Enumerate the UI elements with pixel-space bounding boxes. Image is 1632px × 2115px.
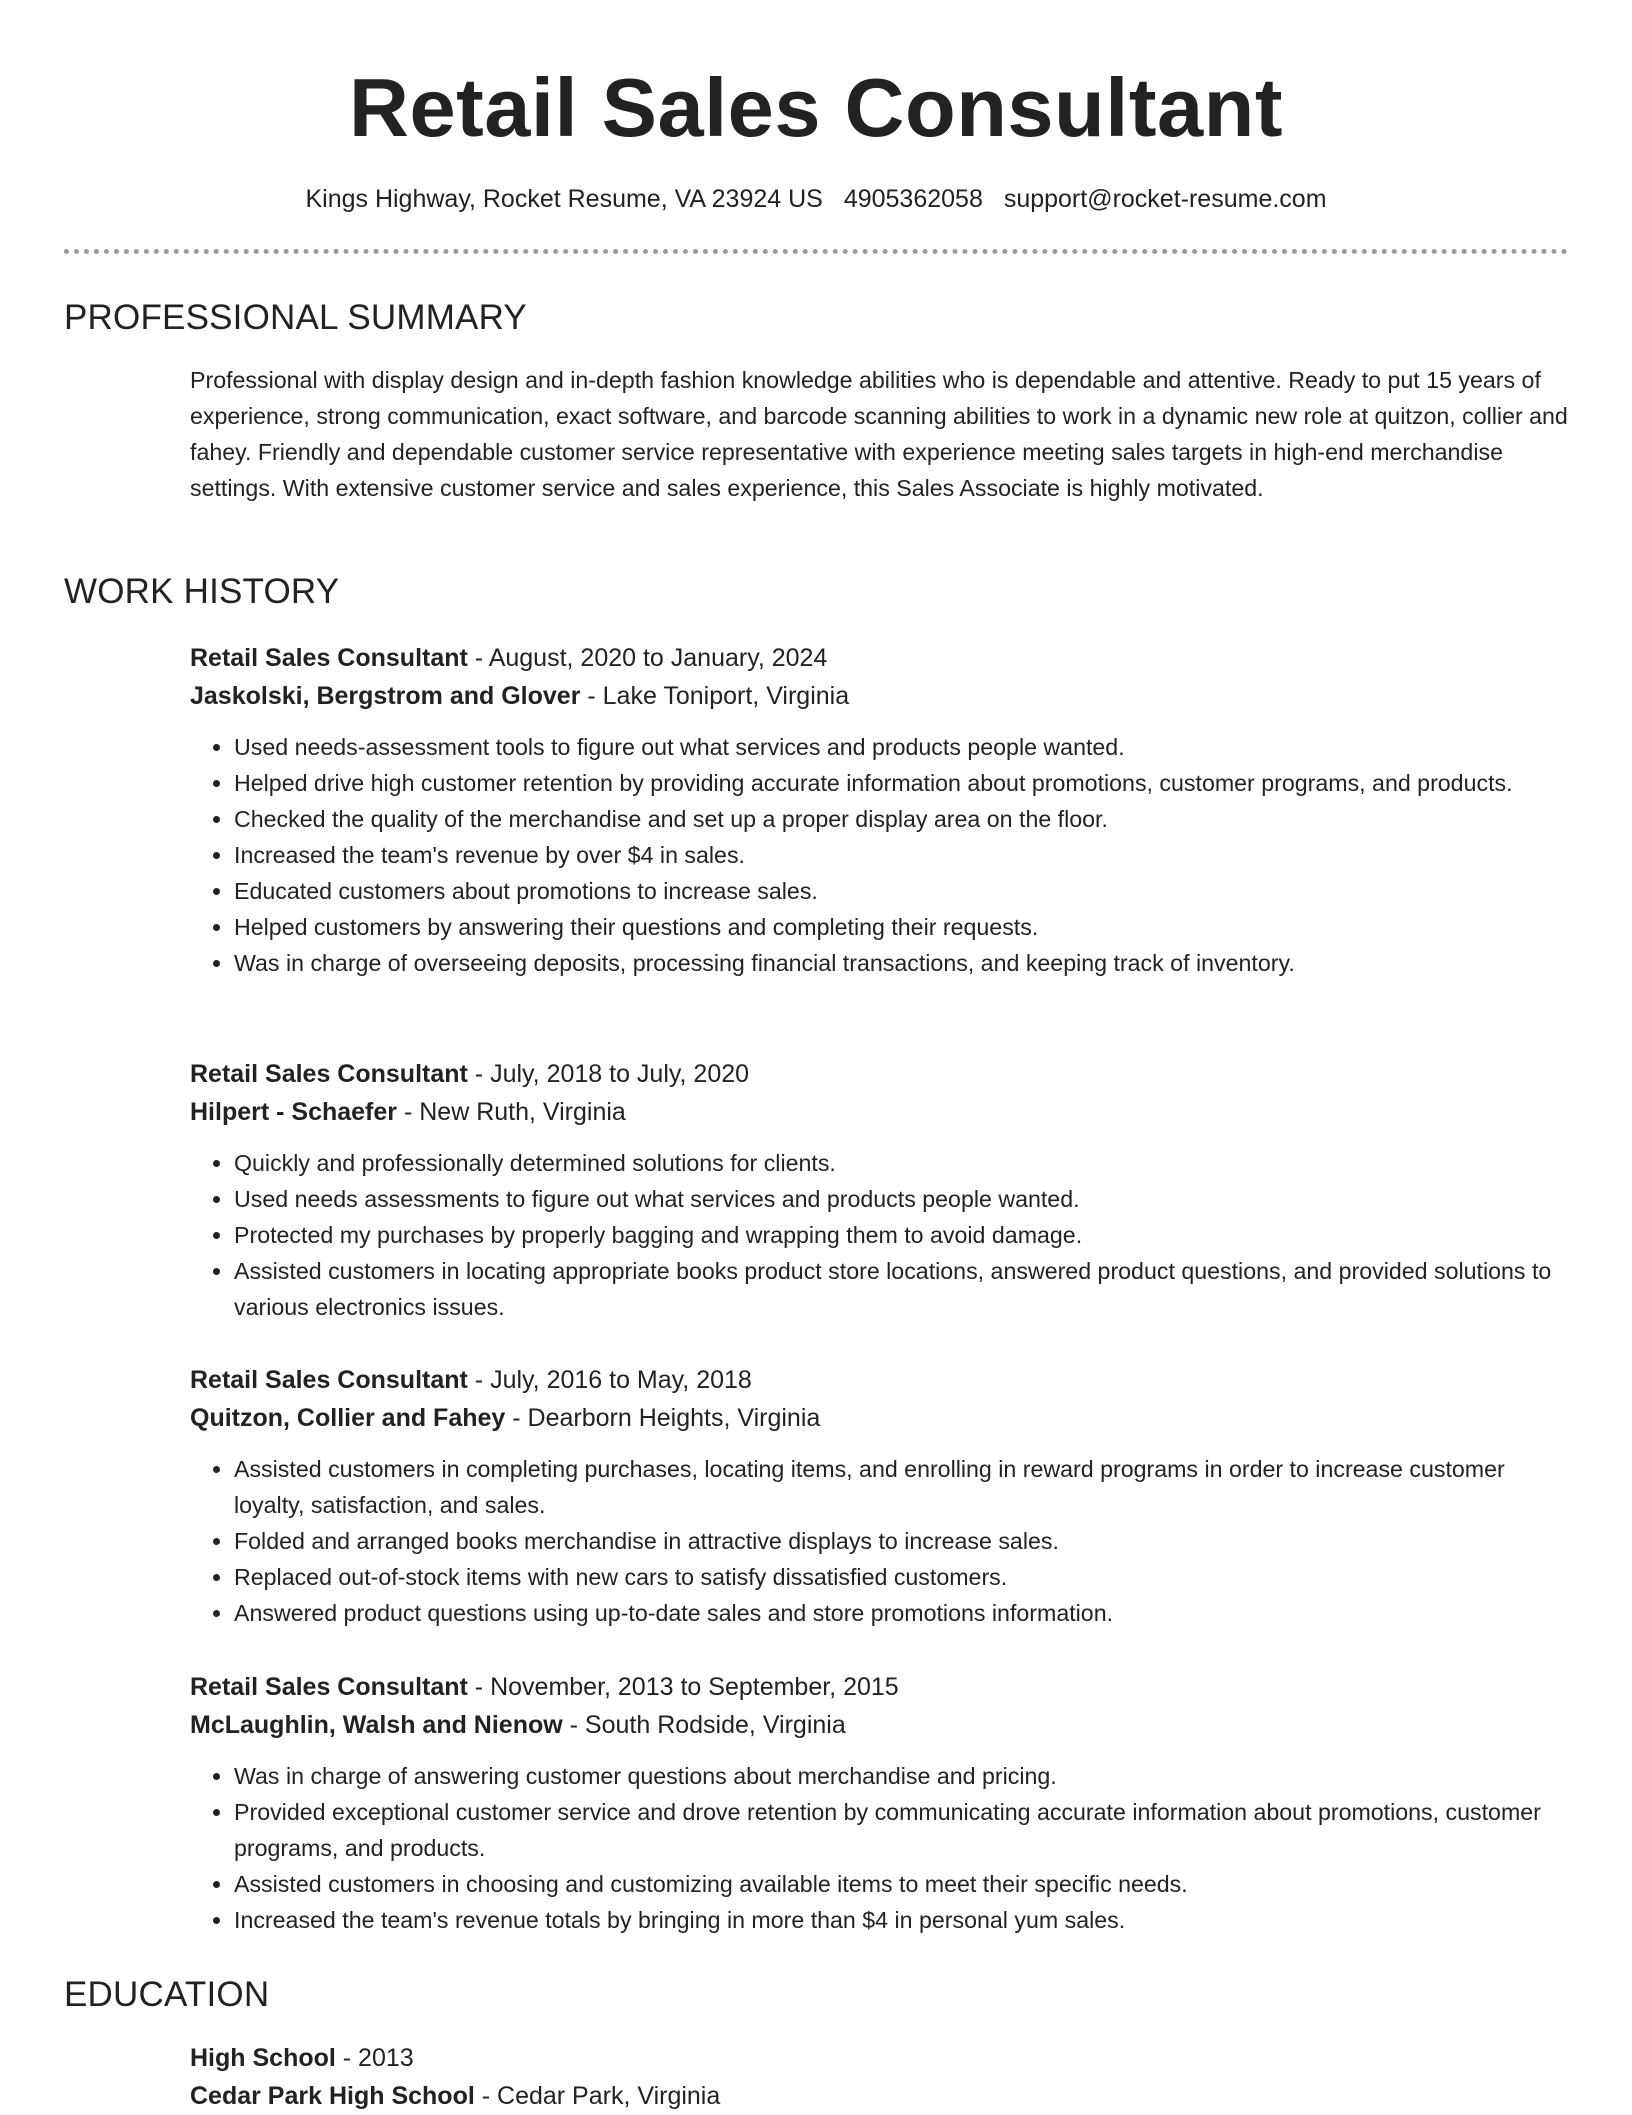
list-item: • Was in charge of answering customer questions about merchandise and pricing. bbox=[234, 1758, 1570, 1794]
job-bullets bbox=[190, 729, 1570, 981]
summary-section bbox=[190, 362, 1570, 506]
summary-text: Professional with display design and in-depth fashion knowledge abilities who is dependable and attentive. Ready to put 15 years of experience, strong communication, exact software, and barcode scanning abilities to work in a dynamic new role at quitzon, collier and fahey. Friendly and dependable customer service representative with experience meeting sales targets in high-end merchandise settings. With extensive customer service and sales experience, this Sales Associate is highly motivated. bbox=[190, 367, 1568, 501]
job-entry-3 bbox=[190, 1361, 1570, 1631]
education-entry bbox=[190, 2039, 1570, 2115]
list-item: • Used needs assessments to figure out what services and products people wanted. bbox=[234, 1181, 1570, 1217]
job-title-line bbox=[190, 639, 1570, 677]
school-location: - Cedar Park, Virginia bbox=[474, 2082, 721, 2110]
list-item: • Assisted customers in locating appropriate books product store locations, answered product questions, and provided solutions to various electronics issues. bbox=[234, 1253, 1570, 1325]
job-company: Quitzon, Collier and Fahey bbox=[190, 1404, 506, 1432]
contact-address: Kings Highway, Rocket Resume, VA 23924 US bbox=[305, 185, 823, 213]
contact-phone: 4905362058 bbox=[843, 185, 983, 213]
degree-line bbox=[190, 2039, 1570, 2077]
job-company: Hilpert - Schaefer bbox=[190, 1098, 398, 1126]
job-title: Retail Sales Consultant bbox=[190, 1673, 468, 1701]
job-title-line bbox=[190, 1361, 1570, 1399]
job-company-line bbox=[190, 677, 1570, 715]
job-bullets bbox=[190, 1145, 1570, 1325]
job-title: Retail Sales Consultant bbox=[190, 644, 468, 672]
list-item: • Checked the quality of the merchandise and set up a proper display area on the floor. bbox=[234, 801, 1570, 837]
list-item: • Assisted customers in completing purchases, locating items, and enrolling in reward programs in order to increase customer loyalty, satisfaction, and sales. bbox=[234, 1451, 1570, 1523]
list-item: • Helped customers by answering their questions and completing their requests. bbox=[234, 909, 1570, 945]
school-name: Cedar Park High School bbox=[190, 2082, 475, 2110]
job-company-line bbox=[190, 1093, 1570, 1131]
education-heading: EDUCATION bbox=[64, 1975, 270, 2014]
job-entry-4 bbox=[190, 1668, 1570, 1938]
list-item: • Assisted customers in choosing and customizing available items to meet their specific needs. bbox=[234, 1866, 1570, 1902]
list-item: • Folded and arranged books merchandise in attractive displays to increase sales. bbox=[234, 1523, 1570, 1559]
summary-heading: PROFESSIONAL SUMMARY bbox=[64, 298, 527, 337]
list-item: • Used needs-assessment tools to figure out what services and products people wanted. bbox=[234, 729, 1570, 765]
contact-line bbox=[0, 182, 1632, 216]
job-location: - South Rodside, Virginia bbox=[562, 1711, 846, 1739]
resume-name: Retail Sales Consultant bbox=[349, 61, 1283, 154]
list-item: • Educated customers about promotions to increase sales. bbox=[234, 873, 1570, 909]
header-divider bbox=[64, 249, 1568, 254]
job-bullets bbox=[190, 1758, 1570, 1938]
list-item: • Helped drive high customer retention by providing accurate information about promotions, customer programs, and products. bbox=[234, 765, 1570, 801]
job-location: - New Ruth, Virginia bbox=[397, 1098, 626, 1126]
list-item: • Answered product questions using up-to-date sales and store promotions information. bbox=[234, 1595, 1570, 1631]
list-item: • Provided exceptional customer service and drove retention by communicating accurate information about promotions, customer programs, and products. bbox=[234, 1794, 1570, 1866]
job-dates: - July, 2016 to May, 2018 bbox=[467, 1366, 752, 1394]
degree: High School bbox=[190, 2044, 336, 2072]
job-dates: - July, 2018 to July, 2020 bbox=[467, 1060, 750, 1088]
job-company-line bbox=[190, 1399, 1570, 1437]
list-item: • Increased the team's revenue by over $4 in sales. bbox=[234, 837, 1570, 873]
job-location: - Dearborn Heights, Virginia bbox=[505, 1404, 821, 1432]
job-title-line bbox=[190, 1668, 1570, 1706]
job-entry-2 bbox=[190, 1055, 1570, 1325]
list-item: • Was in charge of overseeing deposits, processing financial transactions, and keeping track of inventory. bbox=[234, 945, 1570, 981]
job-title: Retail Sales Consultant bbox=[190, 1060, 468, 1088]
job-title: Retail Sales Consultant bbox=[190, 1366, 468, 1394]
job-dates: - November, 2013 to September, 2015 bbox=[467, 1673, 899, 1701]
job-company: McLaughlin, Walsh and Nienow bbox=[190, 1711, 563, 1739]
list-item: • Protected my purchases by properly bagging and wrapping them to avoid damage. bbox=[234, 1217, 1570, 1253]
job-company: Jaskolski, Bergstrom and Glover bbox=[190, 682, 581, 710]
list-item: • Increased the team's revenue totals by bringing in more than $4 in personal yum sales. bbox=[234, 1902, 1570, 1938]
job-dates: - August, 2020 to January, 2024 bbox=[467, 644, 828, 672]
job-entry-1 bbox=[190, 639, 1570, 981]
job-location: - Lake Toniport, Virginia bbox=[580, 682, 850, 710]
contact-email: support@rocket-resume.com bbox=[1003, 185, 1327, 213]
job-bullets bbox=[190, 1451, 1570, 1631]
graduation-year: - 2013 bbox=[335, 2044, 414, 2072]
school-line bbox=[190, 2077, 1570, 2115]
work-history-heading: WORK HISTORY bbox=[64, 572, 340, 611]
job-title-line bbox=[190, 1055, 1570, 1093]
job-company-line bbox=[190, 1706, 1570, 1744]
list-item: • Replaced out-of-stock items with new cars to satisfy dissatisfied customers. bbox=[234, 1559, 1570, 1595]
list-item: • Quickly and professionally determined solutions for clients. bbox=[234, 1145, 1570, 1181]
